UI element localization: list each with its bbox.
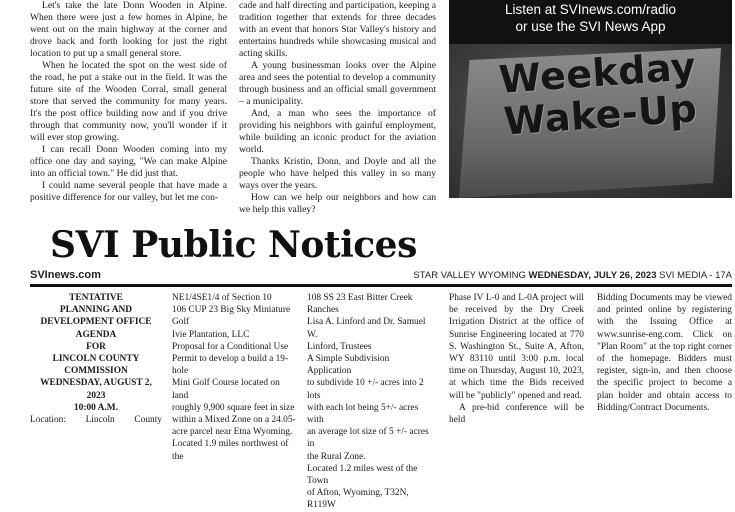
article-paragraph: And, a man who sees the importance of providing his neighbors with gainful employment, while building an iconic product for the aviation world. (239, 108, 436, 155)
notice-line: within a Mixed Zone on a 24.05- (172, 415, 296, 426)
location-word: County (134, 415, 162, 426)
notice-line: Linford, Trustees (307, 341, 372, 352)
dateline-suffix: SVI MEDIA - 17A (659, 270, 732, 281)
notice-line: Lisa A. Linford and Dr. Samuel W. (307, 317, 426, 340)
notice-line: A Simple Subdivision Application (307, 354, 390, 377)
notice-line: the Rural Zone. (307, 451, 366, 462)
notice-line: to subdivide 10 +/- acres into 2 lots (307, 378, 424, 401)
radio-advertisement (449, 0, 732, 198)
section-dateline (30, 269, 732, 284)
section-rule (30, 284, 732, 287)
notice-heading-line: PLANNING AND (59, 305, 133, 316)
ad-title-line-1: Weekday (497, 44, 698, 102)
notice-heading-line: LINCOLN COUNTY (52, 354, 140, 365)
notice-line: acre parcel near Etna Wyoming. (172, 427, 293, 438)
notice-line: Located 1.2 miles west of the Town (307, 463, 418, 487)
article-paragraph: cade and half directing and participation, keeping a tradition together that extends for three decades with an event that honors Star Valley's history and entertains hundreds while showcasing musical and acting skills. (239, 0, 436, 59)
notice-column-2 (172, 292, 297, 463)
ad-title-line-2: Wake-Up (502, 86, 699, 144)
notice-heading-line: TENTATIVE (69, 293, 123, 303)
article-paragraph: When he located the spot on the west side of the road, he put a stake out in the field. It was the future site of the Wooden Corral, small general store that served the community for many years. It's the post office building now and if you drive through that community now, you'll wonder if it will ever stop growing. (30, 60, 227, 143)
notice-heading-line: AGENDA (75, 329, 117, 340)
article-column-2 (239, 0, 436, 216)
article-paragraph: Let's take the late Donn Wooden in Alpine. When there were just a few homes in Alpine, he went out on the main highway at the corner and drove back and forth looking for just the right location to put up a small general store. (30, 0, 227, 59)
notice-line: roughly 9,900 square feet in size (172, 402, 295, 413)
notice-column-1 (30, 292, 162, 426)
notice-line: Proposal for a Conditional Use (172, 341, 289, 352)
article-paragraph: I could name several people that have made a positive difference for our valley, but let me con- (30, 180, 227, 203)
notice-heading-line: COMMISSION (64, 366, 128, 377)
dateline-prefix: STAR VALLEY WYOMING (413, 270, 526, 281)
notice-line: Located 1.9 miles northwest of the (172, 439, 289, 462)
notice-line: of Afton, Wyoming, T32N, R119W (307, 488, 409, 511)
location-word: Lincoln (85, 415, 115, 426)
notice-line: NE1/4SE1/4 of Section 10 (172, 293, 272, 303)
notice-paragraph: A pre-bid conference will be held (449, 402, 584, 426)
ad-header (449, 0, 732, 44)
article-paragraph: How can we help our neighbors and how can we help this valley? (239, 192, 436, 215)
notice-heading-line: DEVELOPMENT OFFICE (40, 317, 152, 328)
ad-title (476, 44, 721, 145)
notice-heading-line: 10:00 A.M. (73, 402, 118, 413)
notice-line: Ivie Plantation, LLC (172, 329, 250, 340)
notice-paragraph: Bidding Documents may be viewed and printed online by registering with the Issuing Office at www.sunrise-eng.com. Click on "Plan Room" at the top right corner of the homepage. Bidders must register, sign-in, and then choose the specific project to become a plan holder and obtain access to Bidding/Contract Documents. (597, 293, 732, 413)
section-title: SVI Public Notices (50, 224, 417, 266)
issue-date (413, 270, 732, 281)
notice-line: an average lot size of 5 +/- acres in (307, 427, 429, 450)
site-name: SVInews.com (30, 269, 101, 281)
notice-line: Permit to develop a build a 19-hole (172, 354, 289, 377)
article-paragraph: I can recall Donn Wooden coming into my office one day and saying, "We can make Alpine into an official town." He did just that. (30, 144, 227, 179)
notice-column-3 (307, 292, 432, 512)
article-paragraph: Thanks Kristin, Donn, and Doyle and all the people who have helped this valley in so many ways over the years. (239, 156, 436, 191)
article-column-1 (30, 0, 227, 204)
article-paragraph: A young businessman looks over the Alpine area and sees the potential to develop a community through business and an official small government – a municipality. (239, 60, 436, 107)
location-label: Location: (30, 415, 66, 426)
notice-line: with each lot being 5+/- acres with (307, 402, 419, 426)
notice-heading-line: WEDNESDAY, AUGUST 2, 2023 (40, 378, 152, 401)
dateline-date: WEDNESDAY, JULY 26, 2023 (528, 270, 657, 281)
notice-column-5 (597, 292, 732, 414)
notice-line: 108 SS 23 East Bitter Creek Ranches (307, 293, 413, 316)
ad-line-1: Listen at SVInews.com/radio (504, 2, 677, 17)
ad-line-2: or use the SVI News App (515, 19, 666, 34)
notice-paragraph: Phase IV L-0 and L-0A project will be received by the Dry Creek Irrigation District at the office of Sunrise Engineering located at 770 S. Washington St., Suite A, Afton, WY 83110 until 3:00 p.m. local time on Thursday, August 10, 2023, at which time the Bids received will be "publicly" opened and read. (449, 293, 584, 401)
notice-location (30, 414, 162, 426)
notice-heading-line: FOR (86, 341, 106, 352)
notice-line: Mini Golf Course located on land (172, 378, 280, 401)
notice-line: 106 CUP 23 Big Sky Miniature Golf (172, 305, 291, 328)
notice-column-4 (449, 292, 584, 426)
